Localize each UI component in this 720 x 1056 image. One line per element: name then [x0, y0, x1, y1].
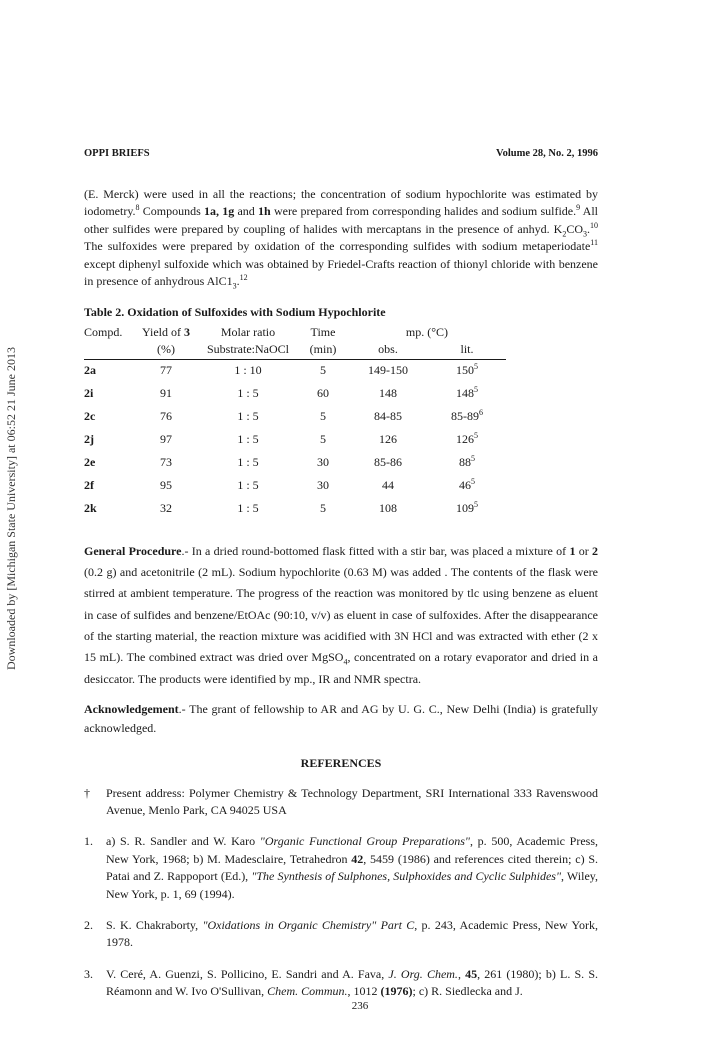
general-procedure: General Procedure.- In a dried round-bottomed flask fitted with a stir bar, was placed a mixture of 1 or 2 (0.2 g) and acetonitrile (2 mL). Sodium hypochlorite (0.63 M) was added . The contents of the flask were stirred at ambient temperature. The progress of the reaction was monitored by tlc using benzene as eluent in case of sulfides and benzene/EtOAc (90:10, v/v) as eluent in case of sulfoxides. After the disappearance of the starting material, the reaction mixture was acidified with 3N HCl and was extracted with ether (2 x 15 mL). The combined extract was dried over MgSO$_4$, concentrated on a rotary evaporator and dried in a desiccator. The products were identified by mp., IR and NMR spectra. — [84, 543, 599, 686]
col-time: Time — [310, 324, 336, 339]
header-left: OPPI BRIEFS — [84, 148, 150, 159]
mp-obs-cell: 44 — [382, 478, 394, 493]
table-row — [84, 452, 506, 475]
compound-ref: 2 — [592, 543, 599, 558]
reference-number: 1. — [84, 834, 93, 849]
compound-ref: 1a, 1g — [204, 204, 235, 219]
yield-cell: 73 — [160, 455, 172, 470]
col-yield: Yield of 3 — [142, 324, 190, 339]
mp-lit-cell: $148^5$ — [456, 385, 478, 401]
citation: 8 — [135, 203, 140, 213]
mp-lit-cell: $85-89^6$ — [451, 408, 483, 424]
subscript: 2 — [562, 229, 567, 239]
references-title: REFERENCES — [300, 756, 382, 771]
citation: 12 — [239, 272, 248, 282]
time-cell: 5 — [320, 409, 326, 424]
mp-obs-cell: 85-86 — [374, 455, 402, 470]
table-row — [84, 429, 506, 452]
subscript: 3 — [583, 229, 587, 239]
compound-cell: 2c — [84, 409, 96, 424]
intro-text: and — [234, 204, 259, 219]
page-number: 236 — [351, 1000, 369, 1012]
reference-number: 2. — [84, 917, 93, 932]
mp-lit-cell: $150^5$ — [456, 362, 478, 378]
time-cell: 60 — [317, 386, 329, 401]
download-watermark — [4, 340, 22, 700]
ratio-cell: 1 : 5 — [237, 409, 259, 424]
time-cell: 30 — [317, 478, 329, 493]
mp-obs-cell: 126 — [379, 432, 397, 447]
compound-cell: 2e — [84, 455, 96, 470]
col-time-unit: (min) — [298, 341, 348, 359]
yield-cell: 95 — [160, 478, 172, 493]
reference-1 — [84, 833, 598, 903]
table-row — [84, 498, 506, 521]
citation: 11 — [590, 238, 598, 248]
col-mp: mp. (°C) — [405, 324, 449, 339]
mp-obs-cell: 149-150 — [368, 363, 408, 378]
citation: 9 — [576, 203, 581, 213]
table-subheader-row — [84, 341, 506, 359]
reference-text: Present address: Polymer Chemistry & Technology Department, SRI International 333 Ravenswood Avenue, Menlo Park, CA 94025 USA — [106, 785, 598, 817]
reference-text: a) S. R. Sandler and W. Karo "Organic Functional Group Preparations", p. 500, Academic Press, New York, 1968; b) M. Madesclaire, Tetrahedron 42, 5459 (1986) and references cited therein; c) S. Patai and Z. Rappoport (Ed.), "The Synthesis of Sulphones, Sulphoxides and Cyclic Sulphides", Wiley, New York, p. 1, 69 (1994). — [106, 834, 599, 901]
citation: 5 — [474, 500, 478, 510]
oxidation-table — [84, 324, 506, 521]
yield-cell: 91 — [160, 386, 172, 401]
reference-number: 3. — [84, 966, 93, 981]
yield-cell: 97 — [160, 432, 172, 447]
table-row — [84, 383, 506, 406]
citation: 5 — [471, 477, 475, 487]
reference-2 — [84, 917, 598, 952]
time-cell: 5 — [320, 432, 326, 447]
intro-text: . — [587, 221, 590, 236]
time-cell: 5 — [320, 363, 326, 378]
yield-cell: 77 — [160, 363, 172, 378]
col-mp-lit: lit. — [428, 341, 506, 359]
page-content — [84, 186, 598, 1015]
mp-obs-cell: 84-85 — [374, 409, 402, 424]
citation: 5 — [471, 454, 475, 464]
reference-3 — [84, 966, 598, 1001]
ratio-cell: 1 : 5 — [237, 455, 259, 470]
header-right: Volume 28, No. 2, 1996 — [496, 148, 598, 159]
col-compd: Compd. — [84, 324, 123, 339]
subscript: 3 — [232, 281, 237, 291]
yield-cell: 76 — [160, 409, 172, 424]
watermark-text: Downloaded by [Michigan State University] at 06:52 21 June 2013 — [4, 347, 18, 670]
intro-text: CO — [566, 221, 583, 236]
compound-cell: 2a — [84, 363, 96, 378]
compound-ref: 1 — [569, 543, 576, 558]
table-row — [84, 406, 506, 429]
mp-lit-cell: $109^5$ — [456, 500, 478, 516]
subscript: 4 — [343, 657, 348, 667]
ratio-cell: 1 : 5 — [237, 386, 259, 401]
reference-dagger — [84, 785, 598, 820]
time-cell: 5 — [320, 501, 326, 516]
citation: 10 — [590, 220, 598, 230]
table-caption: Table 2. Oxidation of Sulfoxides with Sodium Hypochlorite — [84, 305, 386, 320]
intro-text: Compounds — [139, 204, 205, 219]
table-body — [84, 359, 506, 521]
col-ratio: Molar ratio — [220, 324, 276, 339]
mp-lit-cell: $126^5$ — [456, 431, 478, 447]
citation: 5 — [474, 362, 478, 372]
compound-ref: 1h — [258, 204, 271, 219]
reference-text: V. Ceré, A. Guenzi, S. Pollicino, E. Sandri and A. Fava, J. Org. Chem., 45, 261 (1980); b) L. S. S. Réamonn and W. Ivo O'Sullivan, Chem. Commun., 1012 (1976); c) R. Siedlecka and J. — [106, 966, 598, 999]
yield-cell: 32 — [160, 501, 172, 516]
ratio-cell: 1 : 5 — [237, 501, 259, 516]
intro-text: (E. Merck) were used in all the reactions; the concentration of sodium hypochlorite was estimated by iodometry. — [84, 187, 598, 219]
ratio-cell: 1 : 10 — [234, 363, 262, 378]
running-header — [84, 148, 598, 159]
citation: 5 — [474, 431, 478, 441]
acknowledgement: Acknowledgement.- The grant of fellowship to AR and AG by U. G. C., New Delhi (India) is gratefully acknowledged. — [84, 702, 598, 735]
mp-obs-cell: 148 — [379, 386, 397, 401]
table-row — [84, 359, 506, 383]
intro-text: except diphenyl sulfoxide which was obtained by Friedel-Crafts reaction of thionyl chloride with benzene in presence of anhydrous AlC1 — [84, 256, 598, 288]
col-ratio-unit: Substrate:NaOCl — [198, 341, 298, 359]
intro-text: The sulfoxides were prepared by oxidation of the corresponding sulfides with sodium metaperiodate — [84, 239, 591, 254]
compound-cell: 2f — [84, 478, 94, 493]
dagger-mark: † — [84, 785, 90, 800]
mp-lit-cell: $88^5$ — [459, 454, 475, 470]
intro-text: were prepared from corresponding halides and sodium sulfide. — [270, 204, 577, 219]
col-mp-obs: obs. — [348, 341, 428, 359]
compound-cell: 2k — [84, 501, 97, 516]
table-header-row — [84, 324, 506, 341]
time-cell: 30 — [317, 455, 329, 470]
intro-paragraph — [84, 186, 598, 290]
mp-obs-cell: 108 — [379, 501, 397, 516]
col-yield-unit: (%) — [134, 341, 198, 359]
intro-text: All other sulfides were prepared by coupling of halides with mercaptans in the presence of anhyd. K — [84, 204, 599, 236]
citation: 6 — [479, 408, 483, 418]
citation: 5 — [474, 385, 478, 395]
acknowledgement-heading: Acknowledgement — [84, 702, 179, 717]
intro-text: . — [236, 273, 240, 288]
mp-lit-cell: $46^5$ — [459, 477, 475, 493]
compound-cell: 2j — [84, 432, 94, 447]
col-compd-sub — [84, 341, 134, 359]
ratio-cell: 1 : 5 — [237, 478, 259, 493]
ratio-cell: 1 : 5 — [237, 432, 259, 447]
reference-text: S. K. Chakraborty, "Oxidations in Organic Chemistry" Part C, p. 243, Academic Press, New York, 1978. — [106, 917, 598, 950]
general-procedure-heading: General Procedure — [84, 543, 182, 558]
table-row — [84, 475, 506, 498]
compound-cell: 2i — [84, 386, 94, 401]
